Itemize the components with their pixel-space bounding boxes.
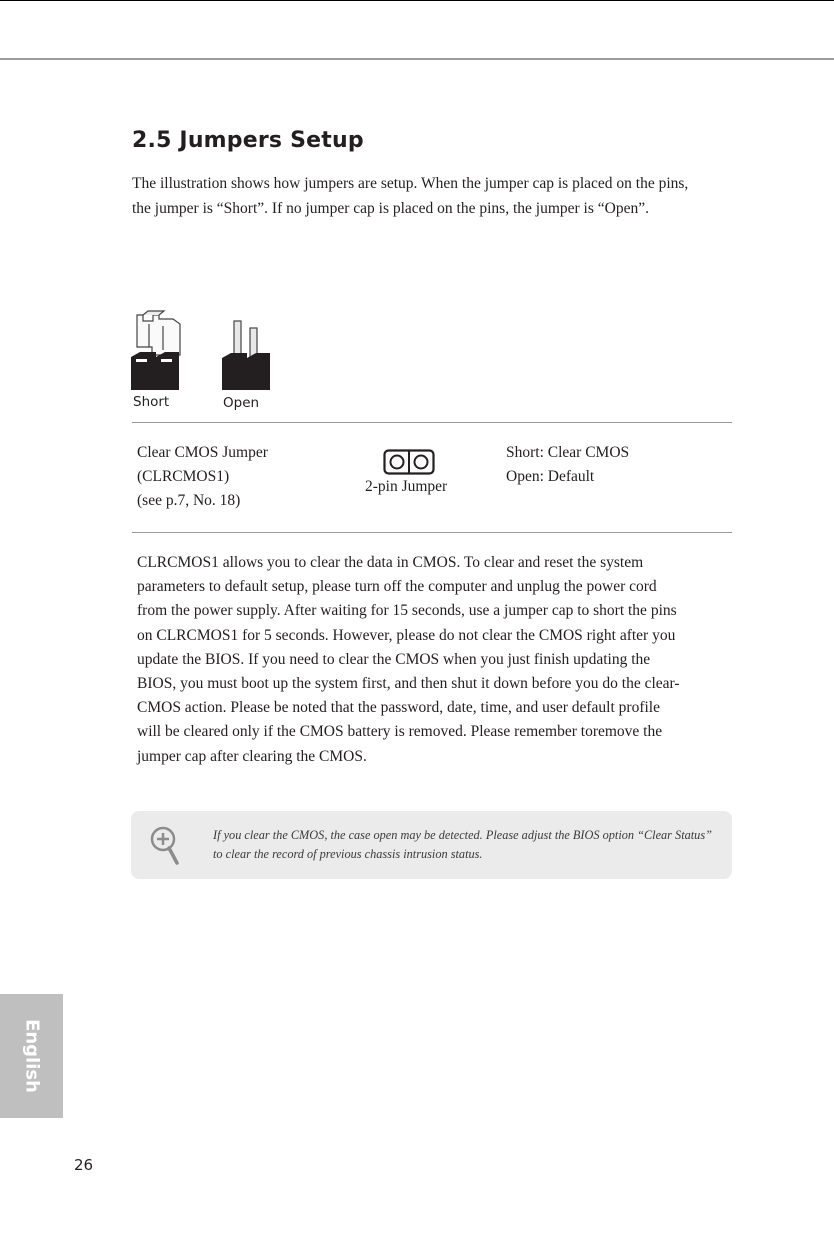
- intro-paragraph: The illustration shows how jumpers are setup. When the jumper cap is placed on the pins, the jumper is “Short”. If no jumper cap is placed on the pins, the jumper is “Open”.: [132, 175, 689, 217]
- jumper-open-icon: [222, 321, 270, 390]
- jumper-short-icon: [137, 311, 180, 355]
- jumper-short-open-illustration: [128, 310, 288, 394]
- two-pin-jumper-label: 2-pin Jumper: [365, 478, 448, 495]
- two-pin-jumper-icon: [383, 449, 435, 475]
- jumper-name-line: Clear CMOS Jumper: [137, 444, 268, 461]
- note-box: [131, 811, 732, 879]
- jumper-settings: [506, 441, 726, 489]
- table-bottom-rule: [132, 532, 732, 533]
- language-tab: [0, 994, 63, 1118]
- short-label: Short: [133, 394, 170, 410]
- header-rule: [0, 58, 834, 60]
- page-number: 26: [74, 1156, 94, 1174]
- page-top-border: [0, 0, 834, 1]
- open-label: Open: [223, 395, 260, 411]
- jumper-name: [137, 441, 337, 513]
- section-title: 2.5 Jumpers Setup: [132, 128, 364, 153]
- setting-open: Open: Default: [506, 468, 595, 485]
- clrcmos-description: CLRCMOS1 allows you to clear the data in CMOS. To clear and reset the system parameters to default setup, please turn off the computer and unplug the power cord from the power supply. After waiting for 15 seconds, use a jumper cap to short the pins on CLRCMOS1 for 5 seconds. However, please do not clear the CMOS right after you update the BIOS. If you need to clear the CMOS when you just finish updating the BIOS, you must boot up the system first, and then shut it down before you do the clear-CMOS action. Please be noted that the password, date, time, and user default profile will be cleared only if the CMOS battery is removed. Please remember toremove the jumper cap after clearing the CMOS.: [137, 554, 680, 765]
- table-top-rule: [132, 422, 732, 423]
- note-text: If you clear the CMOS, the case open may be detected. Please adjust the BIOS option “Clear Status” to clear the record of previous chassis intrusion status.: [213, 828, 712, 861]
- language-label: English: [21, 1019, 42, 1093]
- jumper-illustration: [128, 310, 288, 414]
- jumper-reference-line: (see p.7, No. 18): [137, 492, 241, 509]
- magnifier-plus-icon: [149, 825, 183, 867]
- jumper-id-line: (CLRCMOS1): [137, 468, 230, 485]
- setting-short: Short: Clear CMOS: [506, 444, 630, 461]
